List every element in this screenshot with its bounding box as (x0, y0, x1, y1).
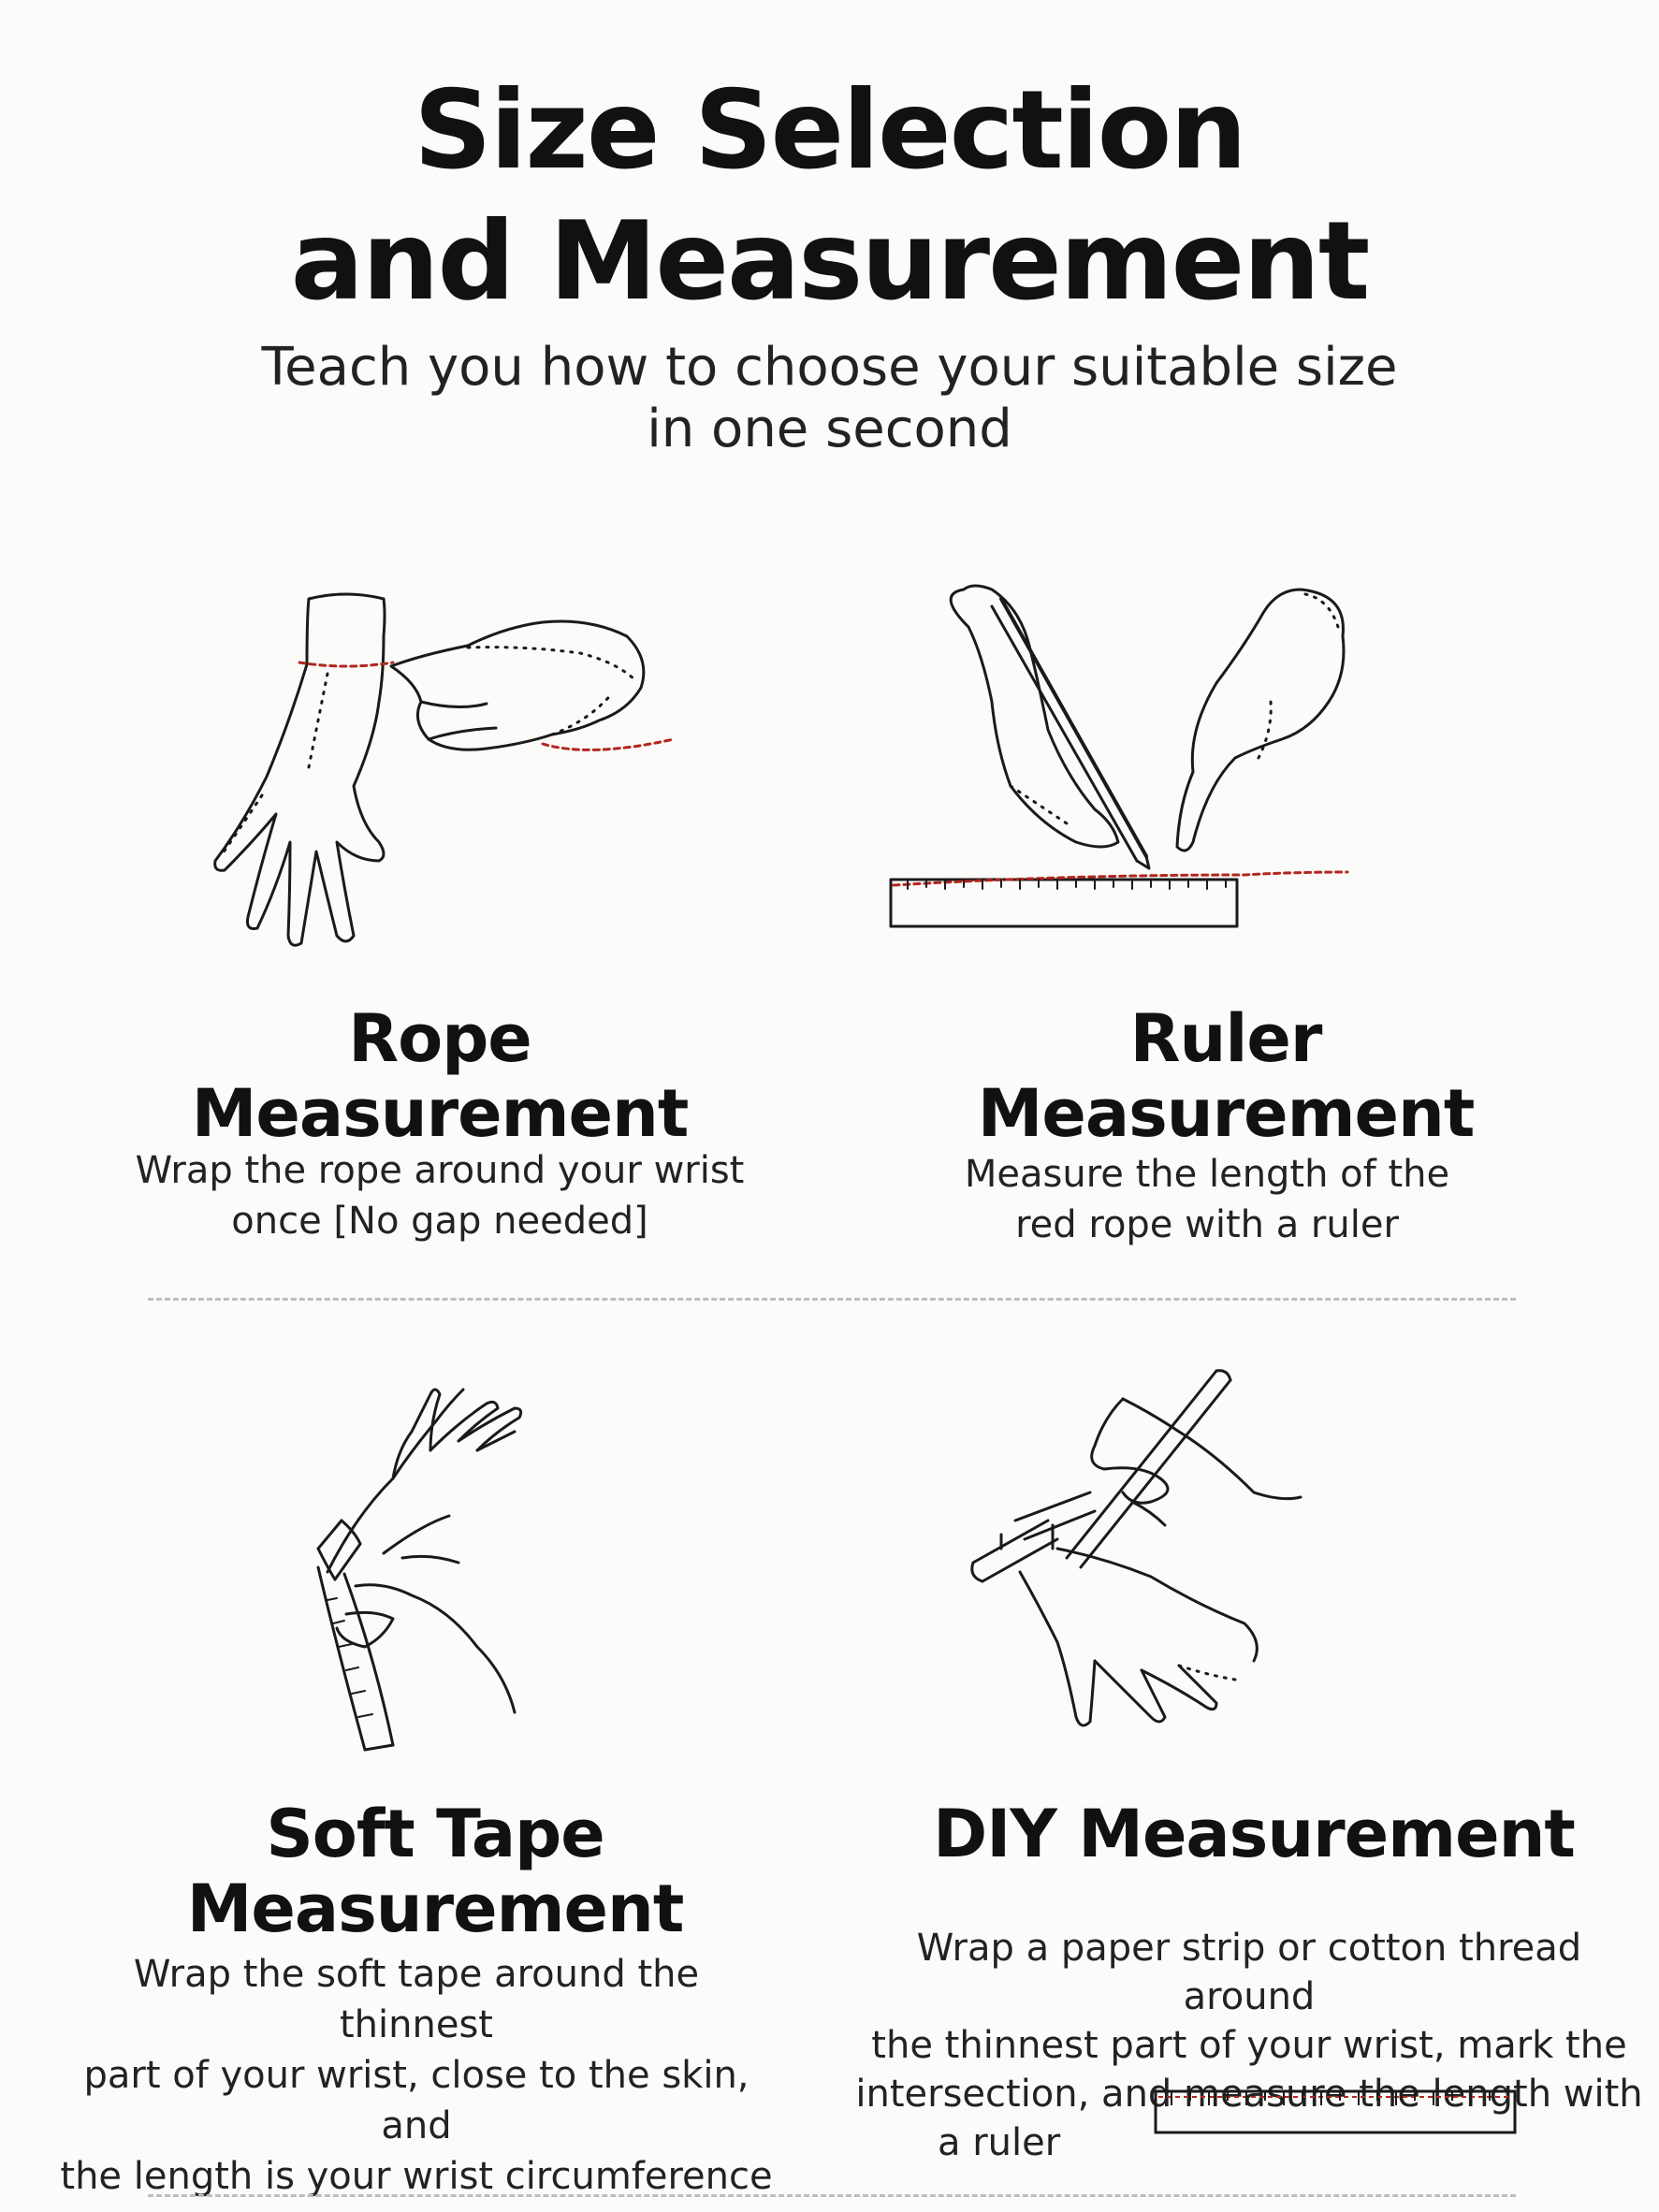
rope-measurement-title: Rope Measurement (191, 1000, 689, 1152)
ruler-desc-line-2: red rope with a ruler (1015, 1203, 1399, 1246)
subtitle-line-1: Teach you how to choose your suitable size (261, 337, 1398, 398)
diy-paper-strip-illustration-icon (964, 1361, 1338, 1754)
section-divider-bottom (148, 2194, 1516, 2197)
soft-tape-illustration-icon (290, 1366, 571, 1759)
page-title (0, 65, 1659, 327)
soft-tape-desc-line-1: Wrap the soft tape around the thinnest (133, 1953, 700, 2046)
ruler-measurement-desc (880, 1149, 1535, 1250)
ruler-desc-line-1: Measure the length of the (964, 1153, 1450, 1196)
title-line-1: Size Selection (414, 67, 1245, 194)
diy-desc-line-2: the thinnest part of your wrist, mark the (871, 2024, 1627, 2067)
soft-tape-measurement-desc (56, 1949, 777, 2202)
diy-desc-line-3: intersection, and measure the length with (855, 2073, 1643, 2116)
soft-tape-measurement-title: Soft Tape Measurement (186, 1796, 684, 1947)
rope-desc-line-2: once [No gap needed] (231, 1200, 648, 1243)
diy-desc-line-4: a ruler (938, 2121, 1061, 2164)
soft-tape-desc-line-3: the length is your wrist circumference (60, 2155, 773, 2198)
rope-wrist-illustration-icon (187, 580, 711, 973)
section-divider (148, 1298, 1516, 1301)
page-subtitle (0, 337, 1659, 460)
title-line-2: and Measurement (290, 198, 1369, 325)
small-ruler-icon (1153, 2088, 1520, 2137)
ruler-illustration-icon (880, 571, 1366, 945)
diy-desc-line-1: Wrap a paper strip or cotton thread around (916, 1927, 1582, 2018)
diy-measurement-title: DIY Measurement (933, 1796, 1575, 1872)
rope-measurement-desc (112, 1145, 767, 1246)
rope-desc-line-1: Wrap the rope around your wrist (135, 1149, 745, 1192)
soft-tape-desc-line-2: part of your wrist, close to the skin, and (83, 2054, 749, 2147)
ruler-measurement-title: Ruler Measurement (977, 1000, 1475, 1152)
subtitle-line-2: in one second (647, 399, 1012, 459)
